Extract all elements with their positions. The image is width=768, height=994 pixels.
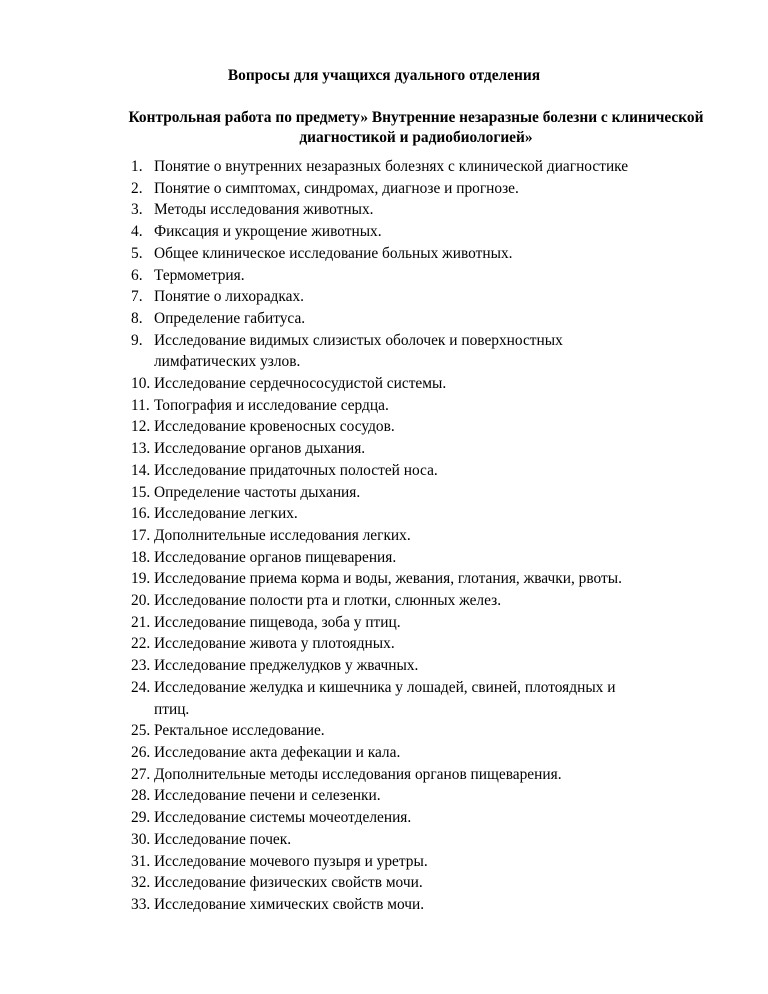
- question-number: 14.: [131, 461, 151, 479]
- question-number: 2.: [131, 179, 143, 197]
- question-item: [0, 482, 768, 504]
- question-number: 18.: [131, 548, 151, 566]
- question-item: [0, 265, 768, 287]
- question-number: 17.: [131, 526, 151, 544]
- question-text: Исследование легких.: [154, 505, 298, 523]
- question-text: Исследование приема корма и воды, жевания, глотания, жвачки, рвоты.: [154, 570, 622, 588]
- question-number: 30.: [131, 830, 151, 848]
- question-number: 20.: [131, 592, 151, 610]
- question-text: Ректальное исследование.: [154, 722, 325, 740]
- question-item: [0, 503, 768, 525]
- question-number: 5.: [131, 244, 143, 262]
- question-text: Исследование печени и селезенки.: [154, 787, 381, 805]
- question-item: [0, 286, 768, 308]
- question-item: [0, 308, 768, 330]
- question-number: 19.: [131, 570, 151, 588]
- question-number: 33.: [131, 895, 151, 913]
- question-number: 15.: [131, 483, 151, 501]
- question-text: Исследование акта дефекации и кала.: [154, 743, 401, 761]
- question-text: Исследование физических свойств мочи.: [154, 874, 423, 892]
- question-item: [0, 851, 768, 873]
- question-text: Исследование желудка и кишечника у лошадей, свиней, плотоядных и: [154, 678, 616, 696]
- question-text: Определение частоты дыхания.: [154, 483, 361, 501]
- question-text: Исследование органов дыхания.: [154, 440, 366, 458]
- question-text: Топография и исследование сердца.: [154, 396, 389, 414]
- question-item: [0, 807, 768, 829]
- question-number: 10.: [131, 375, 151, 393]
- question-item: [0, 633, 768, 655]
- question-text: Понятие о лихорадках.: [154, 288, 305, 306]
- question-number: 3.: [131, 201, 143, 219]
- document-subtitle: Контрольная работа по предмету» Внутренние незаразные болезни с клинической диагностикой и радиобиологией»: [128, 109, 704, 146]
- question-number: 21.: [131, 613, 151, 631]
- document-title: Вопросы для учащихся дуального отделения: [227, 67, 541, 84]
- question-item: [0, 872, 768, 894]
- question-item: [0, 894, 768, 916]
- question-item: [0, 156, 768, 178]
- question-item: [0, 330, 768, 373]
- question-item: [0, 612, 768, 634]
- question-item: [0, 395, 768, 417]
- question-number: 29.: [131, 809, 151, 827]
- question-number: 25.: [131, 722, 151, 740]
- question-text: Понятие о внутренних незаразных болезнях с клинической диагностике: [154, 158, 629, 175]
- question-item: [0, 720, 768, 742]
- question-text: Исследование придаточных полостей носа.: [154, 461, 438, 479]
- question-text: Исследование пищевода, зоба у птиц.: [154, 613, 401, 631]
- question-item: [0, 373, 768, 395]
- question-number: 4.: [131, 223, 143, 241]
- question-item: [0, 764, 768, 786]
- question-number: 1.: [131, 158, 143, 175]
- question-item: [0, 829, 768, 851]
- question-text: Исследование мочевого пузыря и уретры.: [154, 852, 428, 870]
- question-item: [0, 438, 768, 460]
- question-item: [0, 590, 768, 612]
- question-number: 32.: [131, 874, 151, 892]
- question-number: 31.: [131, 852, 151, 870]
- question-number: 16.: [131, 505, 151, 523]
- question-item: [0, 243, 768, 265]
- question-item: [0, 525, 768, 547]
- question-text: Исследование живота у плотоядных.: [154, 635, 395, 653]
- question-item: [0, 742, 768, 764]
- question-number: 24.: [131, 678, 151, 696]
- question-number: 7.: [131, 288, 143, 306]
- question-text: Исследование видимых слизистых оболочек и поверхностных: [154, 331, 563, 349]
- question-text-continuation: лимфатических узлов.: [154, 353, 301, 371]
- question-number: 26.: [131, 743, 151, 761]
- question-item: [0, 568, 768, 590]
- question-number: 23.: [131, 657, 151, 675]
- question-item: [0, 655, 768, 677]
- question-item: [0, 416, 768, 438]
- question-item: [0, 199, 768, 221]
- question-item: [0, 785, 768, 807]
- question-text: Понятие о симптомах, синдромах, диагнозе и прогнозе.: [154, 179, 519, 197]
- question-text: Термометрия.: [154, 266, 245, 284]
- question-number: 8.: [131, 309, 143, 327]
- question-number: 11.: [131, 396, 150, 414]
- question-item: [0, 547, 768, 569]
- question-item: [0, 221, 768, 243]
- question-text: Дополнительные исследования легких.: [154, 526, 411, 544]
- question-text: Исследование полости рта и глотки, слюнных желез.: [154, 592, 502, 610]
- question-number: 27.: [131, 765, 151, 783]
- question-text: Фиксация и укрощение животных.: [154, 223, 382, 241]
- question-item: [0, 460, 768, 482]
- question-text: Исследование преджелудков у жвачных.: [154, 657, 419, 675]
- question-text: Дополнительные методы исследования органов пищеварения.: [154, 765, 562, 783]
- question-number: 6.: [131, 266, 143, 284]
- question-text: Общее клиническое исследование больных животных.: [154, 244, 513, 262]
- question-text: Определение габитуса.: [154, 309, 306, 327]
- question-text-continuation: птиц.: [154, 700, 190, 718]
- question-text: Исследование кровеносных сосудов.: [154, 418, 395, 436]
- question-text: Исследование системы мочеотделения.: [154, 809, 412, 827]
- question-text: Исследование органов пищеварения.: [154, 548, 397, 566]
- question-number: 13.: [131, 440, 151, 458]
- question-item: [0, 178, 768, 200]
- question-number: 28.: [131, 787, 151, 805]
- question-number: 22.: [131, 635, 151, 653]
- question-item: [0, 677, 768, 720]
- question-number: 12.: [131, 418, 151, 436]
- question-text: Исследование химических свойств мочи.: [154, 895, 425, 913]
- question-text: Исследование сердечнососудистой системы.: [154, 375, 447, 393]
- questions-list: [0, 156, 768, 916]
- question-text: Методы исследования животных.: [154, 201, 374, 219]
- question-text: Исследование почек.: [154, 830, 292, 848]
- question-number: 9.: [131, 331, 143, 349]
